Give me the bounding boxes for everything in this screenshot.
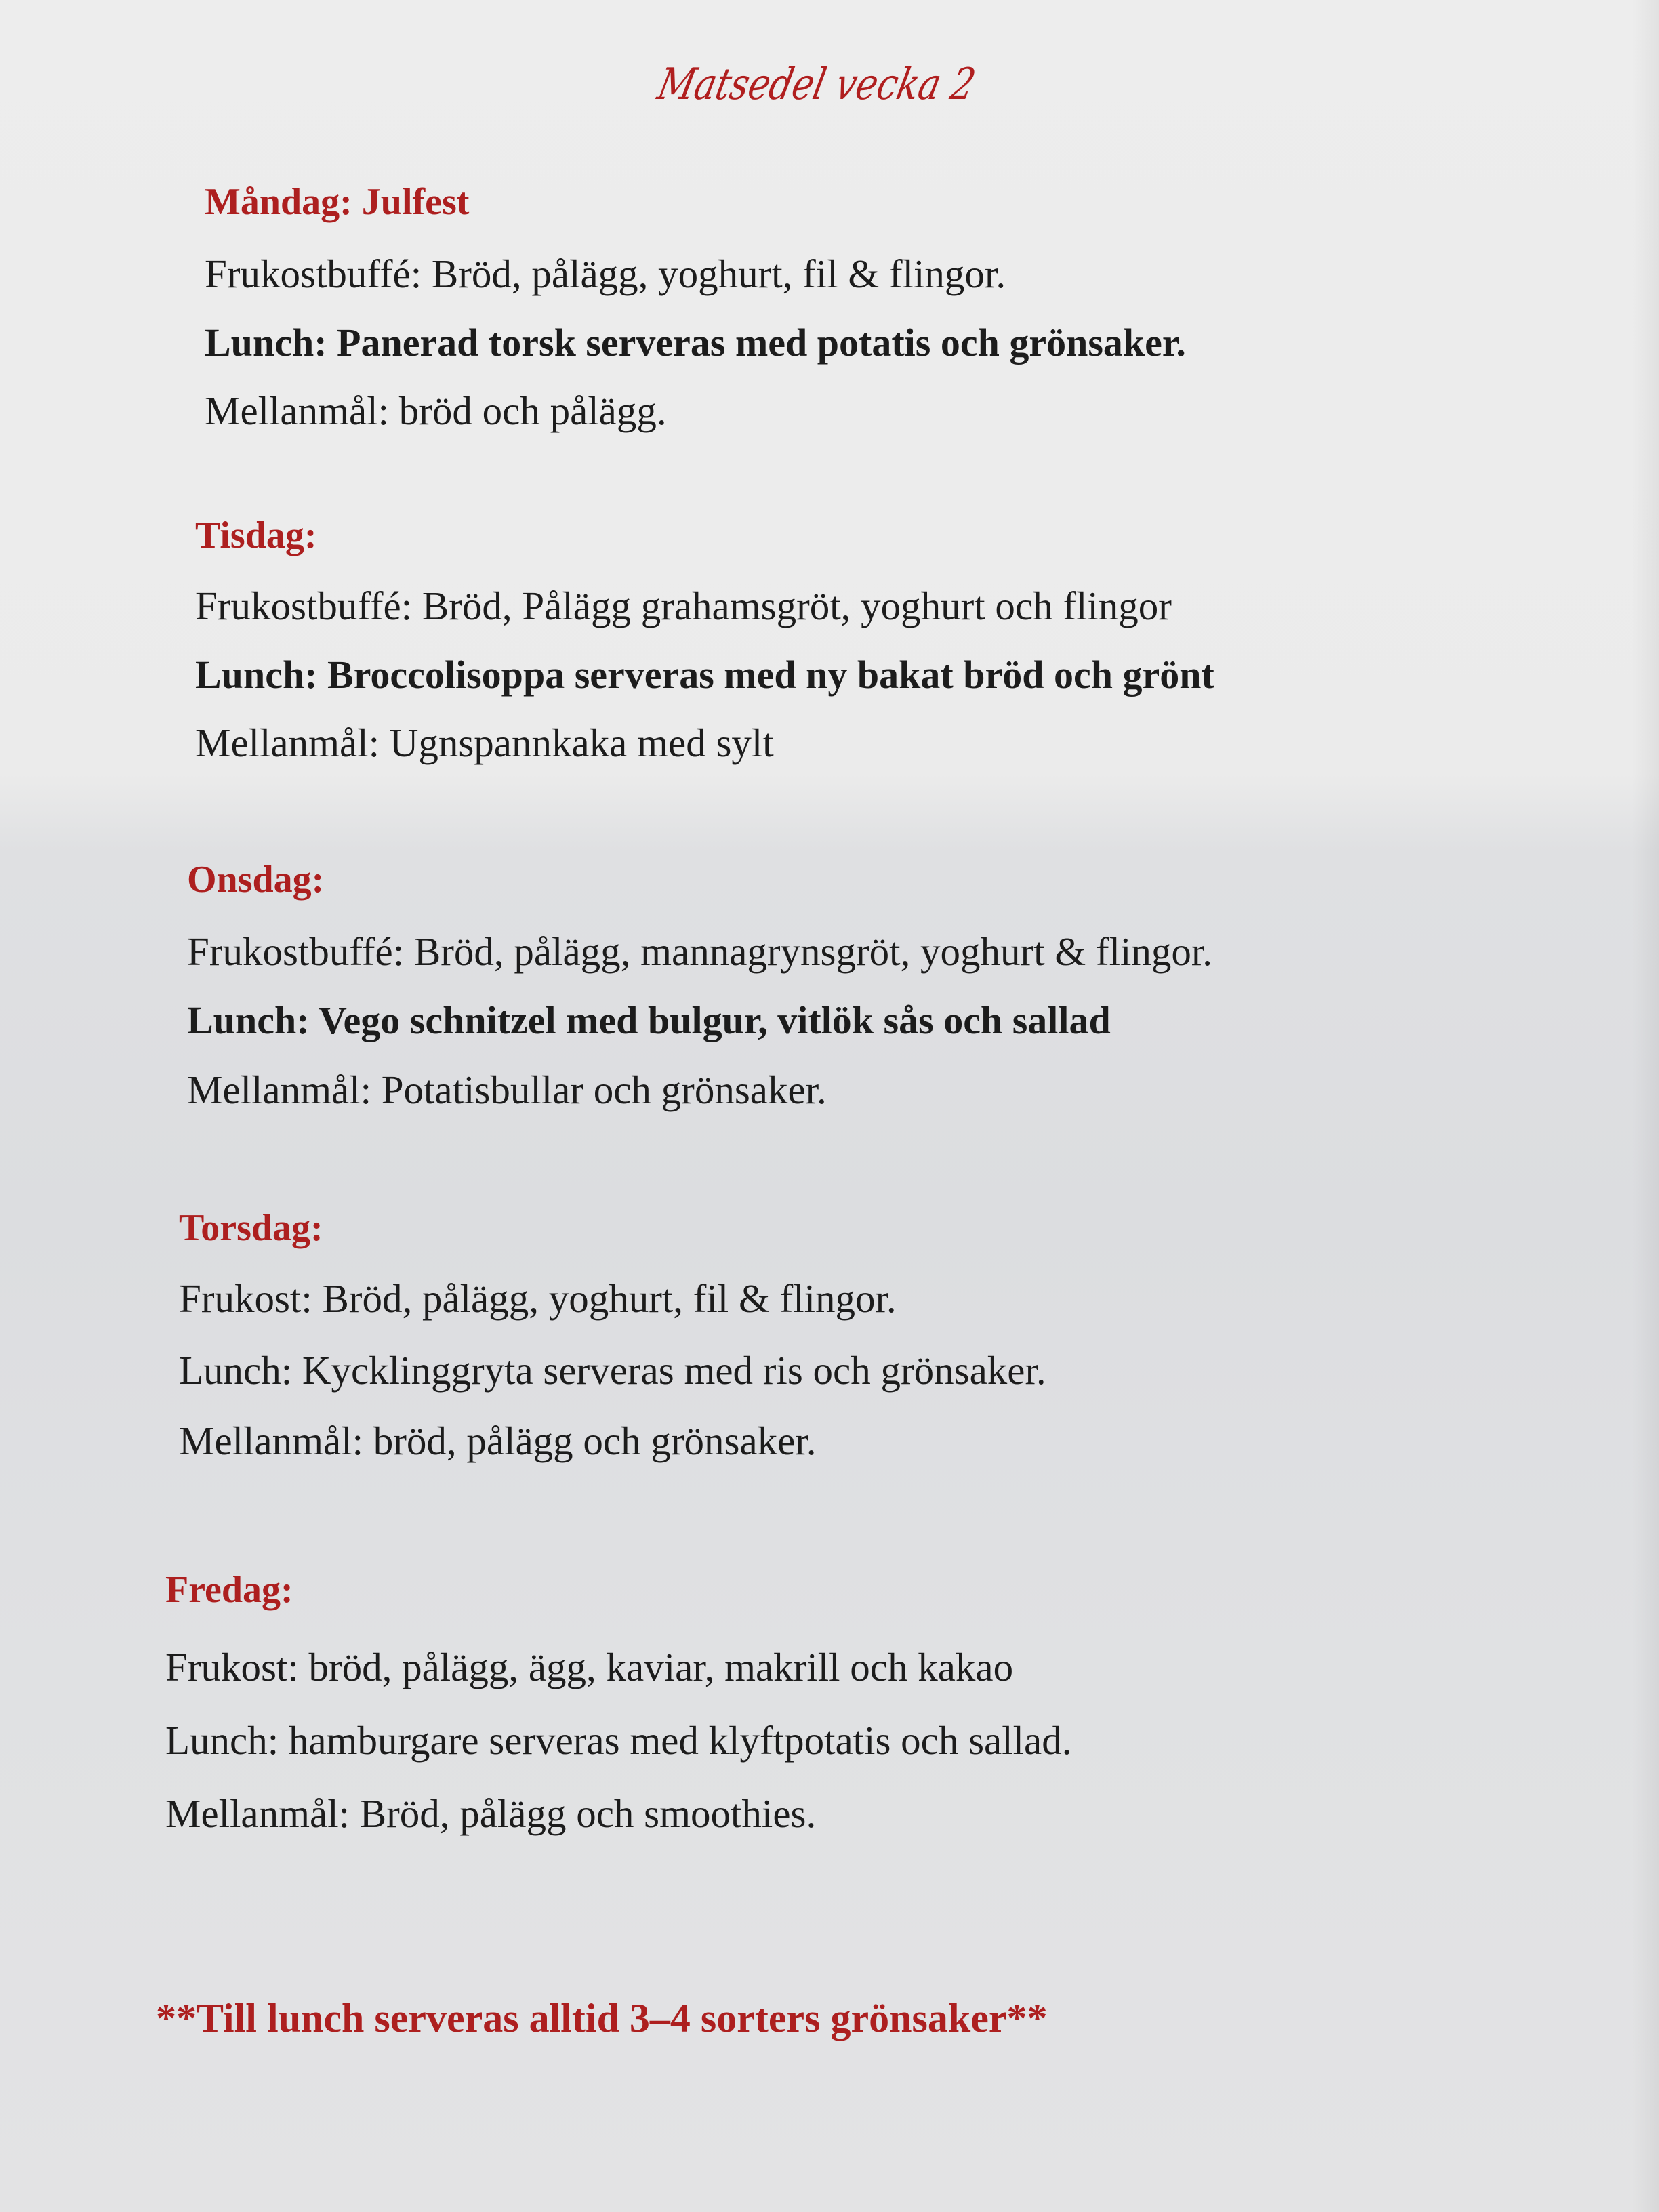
day-section-monday [205, 182, 1492, 432]
vegetables-note: **Till lunch serveras alltid 3–4 sorters grönsaker** [156, 1996, 1048, 2041]
snack-line: Mellanmål: Ugnspannkaka med sylt [195, 720, 774, 765]
day-section-wednesday [187, 859, 1475, 1111]
day-heading: Tisdag: [195, 514, 317, 556]
day-heading: Torsdag: [179, 1207, 323, 1249]
lunch-line: Lunch: Broccolisoppa serveras med ny bakat bröd och grönt [195, 653, 1214, 697]
day-section-thursday [179, 1208, 1467, 1462]
menu-title: Matsedel vecka 2 [653, 60, 980, 110]
day-section-tuesday [195, 515, 1483, 764]
snack-line: Mellanmål: Bröd, pålägg och smoothies. [165, 1791, 817, 1836]
snack-line: Mellanmål: Potatisbullar och grönsaker. [187, 1067, 827, 1112]
snack-line: Mellanmål: bröd, pålägg och grönsaker. [179, 1418, 817, 1463]
snack-line: Mellanmål: bröd och pålägg. [205, 388, 667, 433]
day-heading: Onsdag: [187, 859, 325, 901]
day-section-friday [165, 1570, 1453, 1835]
breakfast-line: Frukostbuffé: Bröd, pålägg, mannagrynsgröt, yoghurt & flingor. [187, 929, 1213, 974]
day-heading: Måndag: Julfest [205, 181, 470, 223]
paper-edge-shadow [1632, 0, 1659, 2212]
lunch-line: Lunch: hamburgare serveras med klyftpotatis och sallad. [165, 1718, 1072, 1763]
lunch-line: Lunch: Kycklinggryta serveras med ris och grönsaker. [179, 1348, 1046, 1393]
breakfast-line: Frukostbuffé: Bröd, pålägg, yoghurt, fil & flingor. [205, 251, 1006, 296]
lunch-line: Lunch: Panerad torsk serveras med potatis och grönsaker. [205, 321, 1186, 365]
lunch-line: Lunch: Vego schnitzel med bulgur, vitlök sås och sallad [187, 998, 1111, 1042]
breakfast-line: Frukostbuffé: Bröd, Pålägg grahamsgröt, yoghurt och flingor [195, 583, 1172, 628]
day-heading: Fredag: [165, 1569, 293, 1611]
breakfast-line: Frukost: bröd, pålägg, ägg, kaviar, makrill och kakao [165, 1645, 1014, 1689]
breakfast-line: Frukost: Bröd, pålägg, yoghurt, fil & flingor. [179, 1276, 897, 1321]
